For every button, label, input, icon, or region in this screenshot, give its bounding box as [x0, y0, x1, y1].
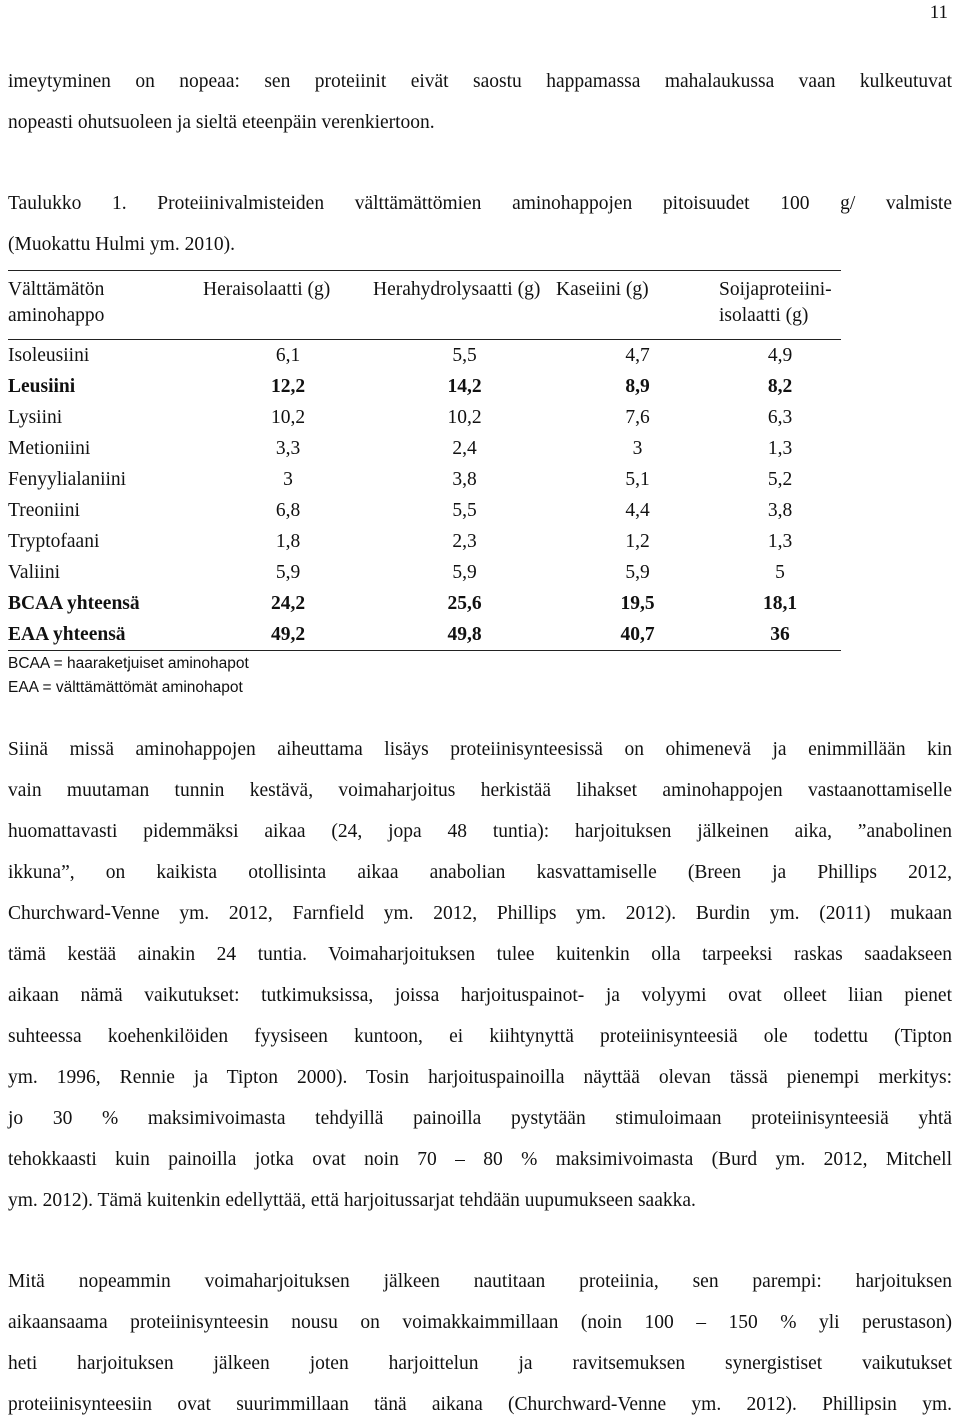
table-cell: 6,3	[767, 407, 793, 428]
text-line: aikaan nämä vaikutukset: tutkimuksissa, joissa harjoituspainot- ja volyymi ovat olleet liian pienet	[8, 985, 952, 1006]
table-cell: 40,7	[620, 624, 655, 645]
text-line: suhteessa koehenkilöiden fyysiseen kuntoon, ei kiihtynyttä proteiinisynteesiä ole todettu (Tipton	[8, 1026, 952, 1047]
amino-acid-name: Lysiini	[8, 407, 63, 428]
amino-acid-name: Treoniini	[8, 500, 80, 521]
header-amino-acid: Välttämätön aminohappo	[8, 279, 105, 326]
table-cell: 5,5	[452, 345, 477, 366]
text-line: jo 30 % maksimivoimasta tehdyillä painoilla pystytään stimuloimaan proteiinisynteesiä yhtä	[8, 1108, 952, 1129]
table-cell: 1,8	[275, 531, 301, 552]
header-casein: Kaseiini (g)	[556, 279, 649, 300]
table-cell: 14,2	[447, 376, 482, 397]
amino-acid-name: Tryptofaani	[8, 531, 100, 552]
amino-acid-name: BCAA yhteensä	[8, 593, 140, 614]
amino-acid-name: Metioniini	[8, 438, 91, 459]
table-row	[8, 402, 841, 433]
text-line: ym. 1996, Rennie ja Tipton 2000). Tosin harjoituspainoilla näyttää olevan tässä pienempi merkitys:	[8, 1067, 952, 1088]
amino-acid-name: Leusiini	[8, 376, 76, 397]
body-paragraph-1	[8, 729, 952, 1221]
table-cell: 3,8	[452, 469, 477, 490]
table-cell: 5,9	[275, 562, 301, 583]
table-cell: 1,3	[767, 531, 793, 552]
table-row	[8, 433, 841, 464]
table-row	[8, 340, 841, 372]
text-line: aikaansaama proteiinisynteesin nousu on voimakkaimmillaan (noin 100 – 150 % yli perustason)	[8, 1312, 952, 1333]
table-cell: 5,1	[625, 469, 650, 490]
text-line: (Muokattu Hulmi ym. 2010).	[8, 234, 235, 255]
intro-paragraph	[8, 61, 952, 143]
text-line: Mitä nopeammin voimaharjoituksen jälkeen nautitaan proteiinia, sen parempi: harjoituksen	[8, 1271, 952, 1292]
table-cell: 5,9	[625, 562, 650, 583]
table-row	[8, 526, 841, 557]
table-cell: 5,2	[767, 469, 793, 490]
text-line: Taulukko 1. Proteiinivalmisteiden välttämättömien aminohappojen pitoisuudet 100 g/ valmiste	[8, 193, 952, 214]
table-caption	[8, 183, 952, 265]
table-cell: 36	[770, 624, 790, 645]
table-header-row	[8, 271, 841, 340]
table-cell: 18,1	[762, 593, 798, 614]
text-line: heti harjoituksen jälkeen joten harjoittelun ja ravitsemuksen synergistiset vaikutukset	[8, 1353, 952, 1374]
table-row	[8, 557, 841, 588]
header-whey-hydrolysate: Herahydrolysaatti (g)	[373, 279, 541, 300]
footnote: BCAA = haaraketjuiset aminohapot	[8, 655, 249, 672]
table-footnotes	[8, 651, 841, 700]
table-cell: 1,3	[767, 438, 793, 459]
table-row	[8, 464, 841, 495]
table-cell: 4,7	[625, 345, 650, 366]
text-line: proteiinisynteesiin ovat suurimmillaan tänä aikana (Churchward-Venne ym. 2012). Phillipsin ym.	[8, 1394, 952, 1415]
table-cell: 3,3	[275, 438, 301, 459]
text-line: ikkuna”, on kaikista otollisinta aikaa anabolian kasvattamiselle (Breen ja Phillips 2012,	[8, 862, 952, 883]
text-line: imeytyminen on nopeaa: sen proteiinit eivät saostu happamassa mahalaukussa vaan kulkeutuvat	[8, 71, 952, 92]
table-row	[8, 371, 841, 402]
table-cell: 49,8	[447, 624, 482, 645]
table-cell: 49,2	[270, 624, 306, 645]
table-cell: 7,6	[625, 407, 650, 428]
table-cell: 24,2	[270, 593, 306, 614]
table-cell: 3	[632, 438, 643, 459]
text-line: Churchward-Venne ym. 2012, Farnfield ym. 2012, Phillips ym. 2012). Burdin ym. (2011) mukaan	[8, 903, 952, 924]
table-cell: 4,4	[625, 500, 650, 521]
table-cell: 2,3	[452, 531, 477, 552]
table-cell: 1,2	[625, 531, 650, 552]
table-cell: 5,9	[452, 562, 477, 583]
table-row	[8, 495, 841, 526]
table-row-eaa-total	[8, 619, 841, 651]
table-cell: 8,9	[625, 376, 650, 397]
amino-acid-name: Fenyylialaniini	[8, 469, 127, 490]
text-line: nopeasti ohutsuoleen ja sieltä eteenpäin verenkiertoon.	[8, 112, 435, 133]
table-cell: 6,8	[275, 500, 301, 521]
table-cell: 5	[775, 562, 785, 583]
amino-acid-name: Isoleusiini	[8, 345, 90, 366]
table-cell: 10,2	[447, 407, 482, 428]
page-number: 11	[929, 2, 948, 23]
table-cell: 6,1	[275, 345, 301, 366]
table-cell: 3,8	[767, 500, 793, 521]
header-soy-isolate: Soijaproteiini-isolaatti (g)	[719, 279, 832, 326]
table-cell: 25,6	[447, 593, 482, 614]
table-cell: 5,5	[452, 500, 477, 521]
text-line: vain muutaman tunnin kestävä, voimaharjoitus herkistää lihakset aminohappojen vastaanottamiselle	[8, 780, 952, 801]
table-cell: 12,2	[270, 376, 306, 397]
table-row-bcaa-total	[8, 588, 841, 619]
table-cell: 8,2	[767, 376, 793, 397]
text-line: tehokkaasti kuin painoilla jotka ovat noin 70 – 80 % maksimivoimasta (Burd ym. 2012, Mitchell	[8, 1149, 952, 1170]
amino-acid-table	[8, 270, 841, 700]
text-line: ym. 2012). Tämä kuitenkin edellyttää, että harjoitussarjat tehdään uupumukseen saakka.	[8, 1190, 696, 1211]
table-cell: 3	[283, 469, 293, 490]
body-paragraph-2	[8, 1261, 952, 1425]
amino-acid-name: EAA yhteensä	[8, 624, 126, 645]
text-line: tämä kestää ainakin 24 tuntia. Voimaharjoituksen tulee kuitenkin olla tarpeeksi raskas saadakseen	[8, 944, 952, 965]
text-line: Siinä missä aminohappojen aiheuttama lisäys proteiinisynteesissä on ohimenevä ja enimmillään kin	[8, 739, 952, 760]
table-cell: 19,5	[620, 593, 655, 614]
footnote: EAA = välttämättömät aminohapot	[8, 679, 243, 696]
amino-acid-name: Valiini	[8, 562, 60, 583]
header-whey-isolate: Heraisolaatti (g)	[203, 279, 331, 300]
table-cell: 2,4	[452, 438, 477, 459]
table-cell: 10,2	[270, 407, 306, 428]
table-cell: 4,9	[767, 345, 793, 366]
text-line: huomattavasti pidemmäksi aikaa (24, jopa 48 tuntia): harjoituksen jälkeinen aika, ”anabolinen	[8, 821, 952, 842]
